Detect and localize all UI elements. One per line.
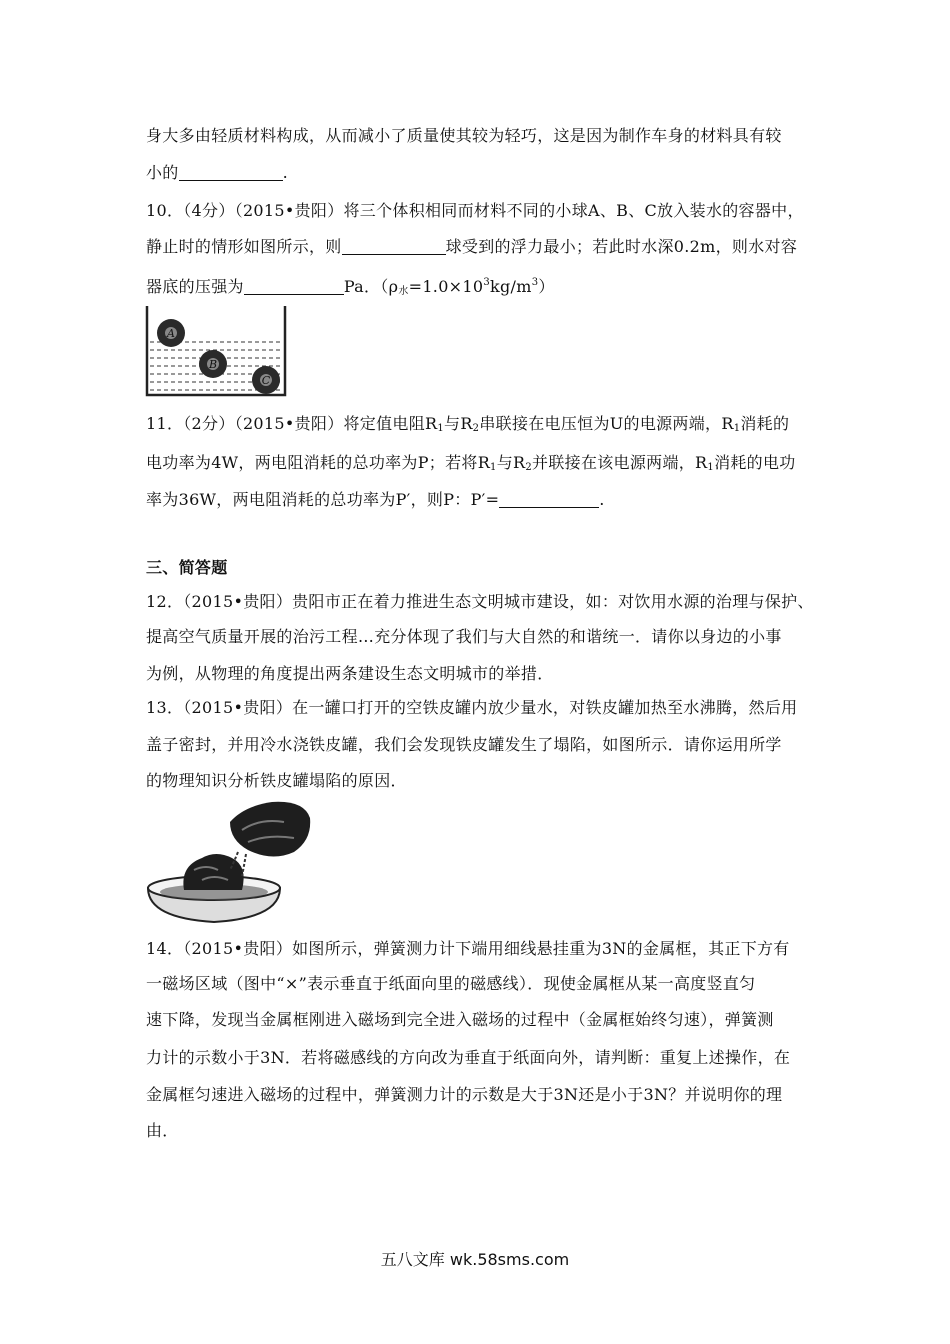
ball-b-label: B [208, 358, 218, 371]
q13-line-3: 的物理知识分析铁皮罐塌陷的原因． [146, 771, 407, 790]
q11-text: 串联接在电压恒为U的电源两端，R [479, 414, 734, 433]
subscript: 2 [472, 423, 480, 434]
q11-line-3 [146, 490, 605, 510]
answer-blank[interactable] [244, 278, 344, 295]
q13-line-2: 盖子密封，并用冷水浇铁皮罐，我们会发现铁皮罐发生了塌陷，如图所示．请你运用所学 [146, 735, 782, 754]
answer-blank[interactable] [179, 164, 283, 181]
iron-can-figure [144, 800, 314, 926]
page-footer: 五八文库 wk.58sms.com [380, 1250, 570, 1269]
q11-text: 消耗的电功 [714, 453, 796, 472]
q10-density-value: =1.0×10 [408, 277, 484, 296]
q10-close: ） [538, 277, 555, 296]
q11-text: 并联接在该电源两端，R [532, 453, 708, 472]
q11-text: 与R [496, 453, 526, 472]
q10-line-2 [146, 237, 797, 257]
q10-unit: Pa．（ρ [343, 277, 399, 296]
q14-line-2: 一磁场区域（图中“×”表示垂直于纸面向里的磁感线）．现使金属框从某一高度竖直匀 [146, 974, 756, 993]
q11-text: 电功率为4W，两电阻消耗的总功率为P；若将R [146, 453, 491, 472]
q10-line-1: 10．（4分）（2015•贵阳）将三个体积相同而材料不同的小球A、B、C放入装水的容器中， [146, 201, 804, 220]
water-container-figure [144, 306, 288, 398]
q14-line-6: 由． [146, 1121, 179, 1140]
q9-line-2 [146, 163, 288, 183]
q11-line-1 [146, 414, 789, 439]
q14-line-3: 速下降，发现当金属框刚进入磁场到完全进入磁场的过程中（金属框始终匀速），弹簧测 [146, 1010, 774, 1029]
answer-blank[interactable] [499, 491, 599, 508]
q10-line-3 [146, 273, 555, 302]
subscript: 1 [707, 462, 715, 473]
q9-line-1: 身大多由轻质材料构成，从而减小了质量使其较为轻巧，这是因为制作车身的材料具有较 [146, 126, 782, 145]
q10-line-2-text: 静止时的情形如图所示，则 [146, 237, 342, 256]
q9-line-2-end: . [282, 163, 288, 182]
subscript: 1 [437, 423, 445, 434]
q11-text: 11．（2分）（2015•贵阳）将定值电阻R [146, 414, 438, 433]
q9-line-2-text: 小的 [146, 163, 179, 182]
q11-text: 消耗的 [740, 414, 790, 433]
ball-b [199, 350, 227, 378]
rho-subscript: 水 [398, 286, 409, 297]
q14-line-1: 14．（2015•贵阳）如图所示，弹簧测力计下端用细线悬挂重为3N的金属框，其正下方有 [146, 939, 790, 958]
q10-density-unit: kg/m [490, 277, 532, 296]
ball-c [252, 366, 280, 394]
q14-line-4: 力计的示数小于3N．若将磁感线的方向改为垂直于纸面向外，请判断：重复上述操作，在 [146, 1048, 791, 1067]
subscript: 1 [490, 462, 497, 473]
q11-text: 率为36W，两电阻消耗的总功率为P′，则P：P′= [146, 490, 500, 509]
ball-c-label: C [261, 374, 271, 387]
q14-line-5: 金属框匀速进入磁场的过程中，弹簧测力计的示数是大于3N还是小于3N？并说明你的理 [146, 1085, 783, 1104]
q12-line-3: 为例，从物理的角度提出两条建设生态文明城市的举措． [146, 664, 554, 683]
q12-line-2: 提高空气质量开展的治污工程…充分体现了我们与大自然的和谐统一．请你以身边的小事 [146, 627, 782, 646]
q11-line-2 [146, 453, 796, 478]
q11-end: . [599, 490, 605, 509]
ball-a [157, 319, 185, 347]
subscript: 2 [525, 462, 533, 473]
q10-line-3-text: 器底的压强为 [146, 277, 244, 296]
exponent: 3 [531, 277, 539, 288]
ball-a-label: A [167, 327, 175, 340]
exponent: 3 [483, 277, 491, 288]
section-heading: 三、简答题 [146, 558, 228, 577]
q13-line-1: 13．（2015•贵阳）在一罐口打开的空铁皮罐内放少量水，对铁皮罐加热至水沸腾，然后用 [146, 698, 798, 717]
answer-blank[interactable] [342, 238, 446, 255]
q11-text: 与R [444, 414, 473, 433]
q12-line-1: 12．（2015•贵阳）贵阳市正在着力推进生态文明城市建设，如：对饮用水源的治理与保护、 [146, 592, 814, 611]
subscript: 1 [733, 423, 741, 434]
q10-line-2-rest: 球受到的浮力最小；若此时水深0.2m，则水对容 [445, 237, 798, 256]
